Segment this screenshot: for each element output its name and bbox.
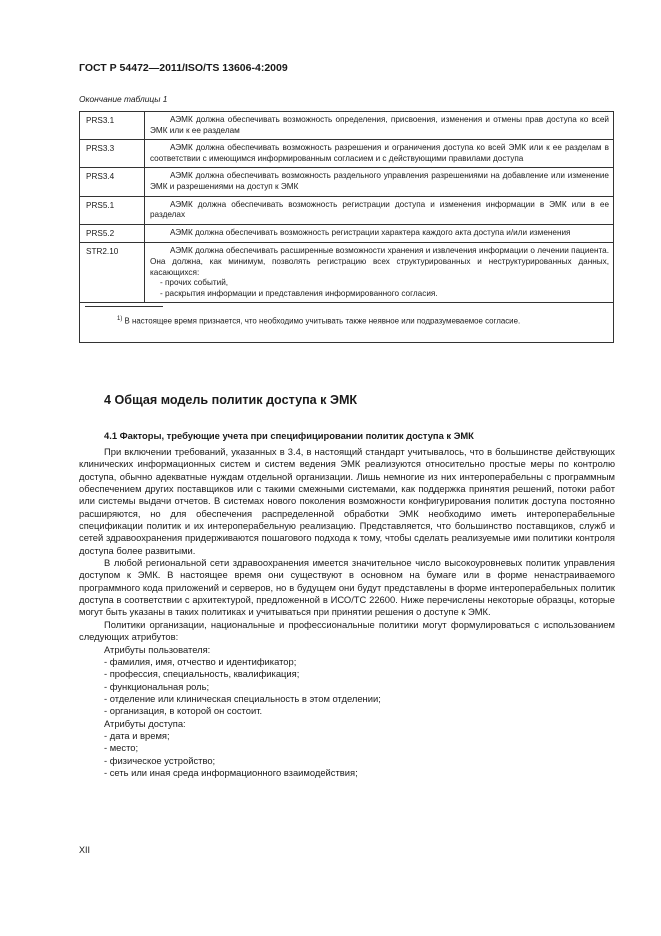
list-item: - место; [104,742,139,754]
table-row [80,112,614,140]
requirement-code: STR2.10 [80,243,145,303]
list-item: - отделение или клиническая специальность в этом отделении; [104,692,381,704]
list-item: - физическое устройство; [104,754,216,766]
table-row [80,196,614,224]
paragraph: При включении требований, указанных в 3.4, в настоящий стандарт учитывалось, что в большинстве действующих клинических информационных систем и систем ведения ЭМК реализуются относительно простые меры по контролю доступа, обычно адекватные нуждам отдельной организации. Лишь немногие из них интероперабельны с программным обеспечением других поставщиков или с такими смежными системами, как поддержка принятия решений, потоки работ или системы выдачи отчетов. В системах нового поколения возможности конфигурирования политик доступа постоянно расширяются, но для обеспечения распределенной обработки ЭМК необходимо иметь интероперабельные спецификации политик и их интероперабельную реализацию. Представляется, что большинство поставщиков, служб и сетей здравоохранения придерживаются пошагового подхода к тому, чтобы сделать реализуемые ими политики контроля доступа более развитыми. [79,446,615,556]
list-item: - сеть или иная среда информационного взаимодействия; [104,766,358,778]
list-item: - дата и время; [104,729,170,741]
section-heading: 4 Общая модель политик доступа к ЭМК [104,393,358,407]
table-row [80,224,614,243]
footnote-text: В настоящее время признается, что необходимо учитывать также неявное или подразумеваемое согласие. [124,316,521,326]
requirements-table [79,111,614,343]
requirement-text: АЭМК должна обеспечивать возможность раздельного управления разрешениями на добавление или изменение ЭМК и разрешениями на доступ к ЭМК [145,168,614,196]
table-row [80,140,614,168]
subsection-heading: 4.1 Факторы, требующие учета при специфицировании политик доступа к ЭМК [104,430,474,441]
document-header: ГОСТ Р 54472—2011/ISO/TS 13606-4:2009 [79,62,288,74]
list-item: - профессия, специальность, квалификация; [104,668,300,680]
requirement-code: PRS3.4 [80,168,145,196]
list-item: Атрибуты доступа: [104,717,186,729]
requirement-cell [145,243,614,303]
footnote-separator [85,306,163,307]
table-footnote-row [80,303,614,343]
requirement-text: АЭМК должна обеспечивать возможность разрешения и ограничения доступа ко всей ЭМК или к ее разделам в соответствии с имеющимся информированным согласием и с действующими правилами доступа [145,140,614,168]
list-item: - организация, в которой он состоит. [104,705,263,717]
requirement-bullet: - раскрытия информации и представления информированного согласия. [160,288,438,298]
paragraph: В любой региональной сети здравоохранения имеется значительное число высокоуровневых политик управления доступом к ЭМК. В настоящее время они существуют в основном на бумаге или в форме ненастраиваемого программного кода приложений и серверов, но в будущем они будут представлены в форме интероперабельных политик доступа в соответствии с архитектурой, предложенной в ИСО/ТС 22600. Ниже перечислены некоторые образцы, которые могут быть указаны в таких политиках и учитываться при принятии решения о доступе к ЭМК. [79,557,615,618]
paragraph: Политики организации, национальные и профессиональные политики могут формулироваться с использованием следующих атрибутов: [79,618,615,643]
requirement-code: PRS5.2 [80,224,145,243]
requirement-code: PRS3.1 [80,112,145,140]
requirement-text: АЭМК должна обеспечивать возможность регистрации характера каждого акта доступа и/или изменения [145,224,614,243]
requirement-text: АЭМК должна обеспечивать возможность определения, присвоения, изменения и отмены прав доступа ко всей ЭМК или к ее разделам [145,112,614,140]
requirement-text: АЭМК должна обеспечивать возможность регистрации доступа и изменения информации в ЭМК или в ее разделах [145,196,614,224]
body-text [79,446,615,779]
list-item: - фамилия, имя, отчество и идентификатор; [104,655,297,667]
list-item: Атрибуты пользователя: [104,643,211,655]
requirement-code: PRS5.1 [80,196,145,224]
table-caption: Окончание таблицы 1 [79,94,168,104]
page-number: XII [79,845,91,855]
table-row [80,168,614,196]
list-item: - функциональная роль; [104,680,210,692]
requirement-bullet: - прочих событий, [160,278,229,288]
table-footnote [80,303,614,343]
requirement-text: АЭМК должна обеспечивать расширенные возможности хранения и извлечения информации о лечении пациента. Она должна, как минимум, позволять регистрацию всех структурированных и неструктурированных данных, касающихся: [150,246,609,277]
footnote-mark: 1) [117,316,123,323]
requirement-code: PRS3.3 [80,140,145,168]
table-row [80,243,614,303]
